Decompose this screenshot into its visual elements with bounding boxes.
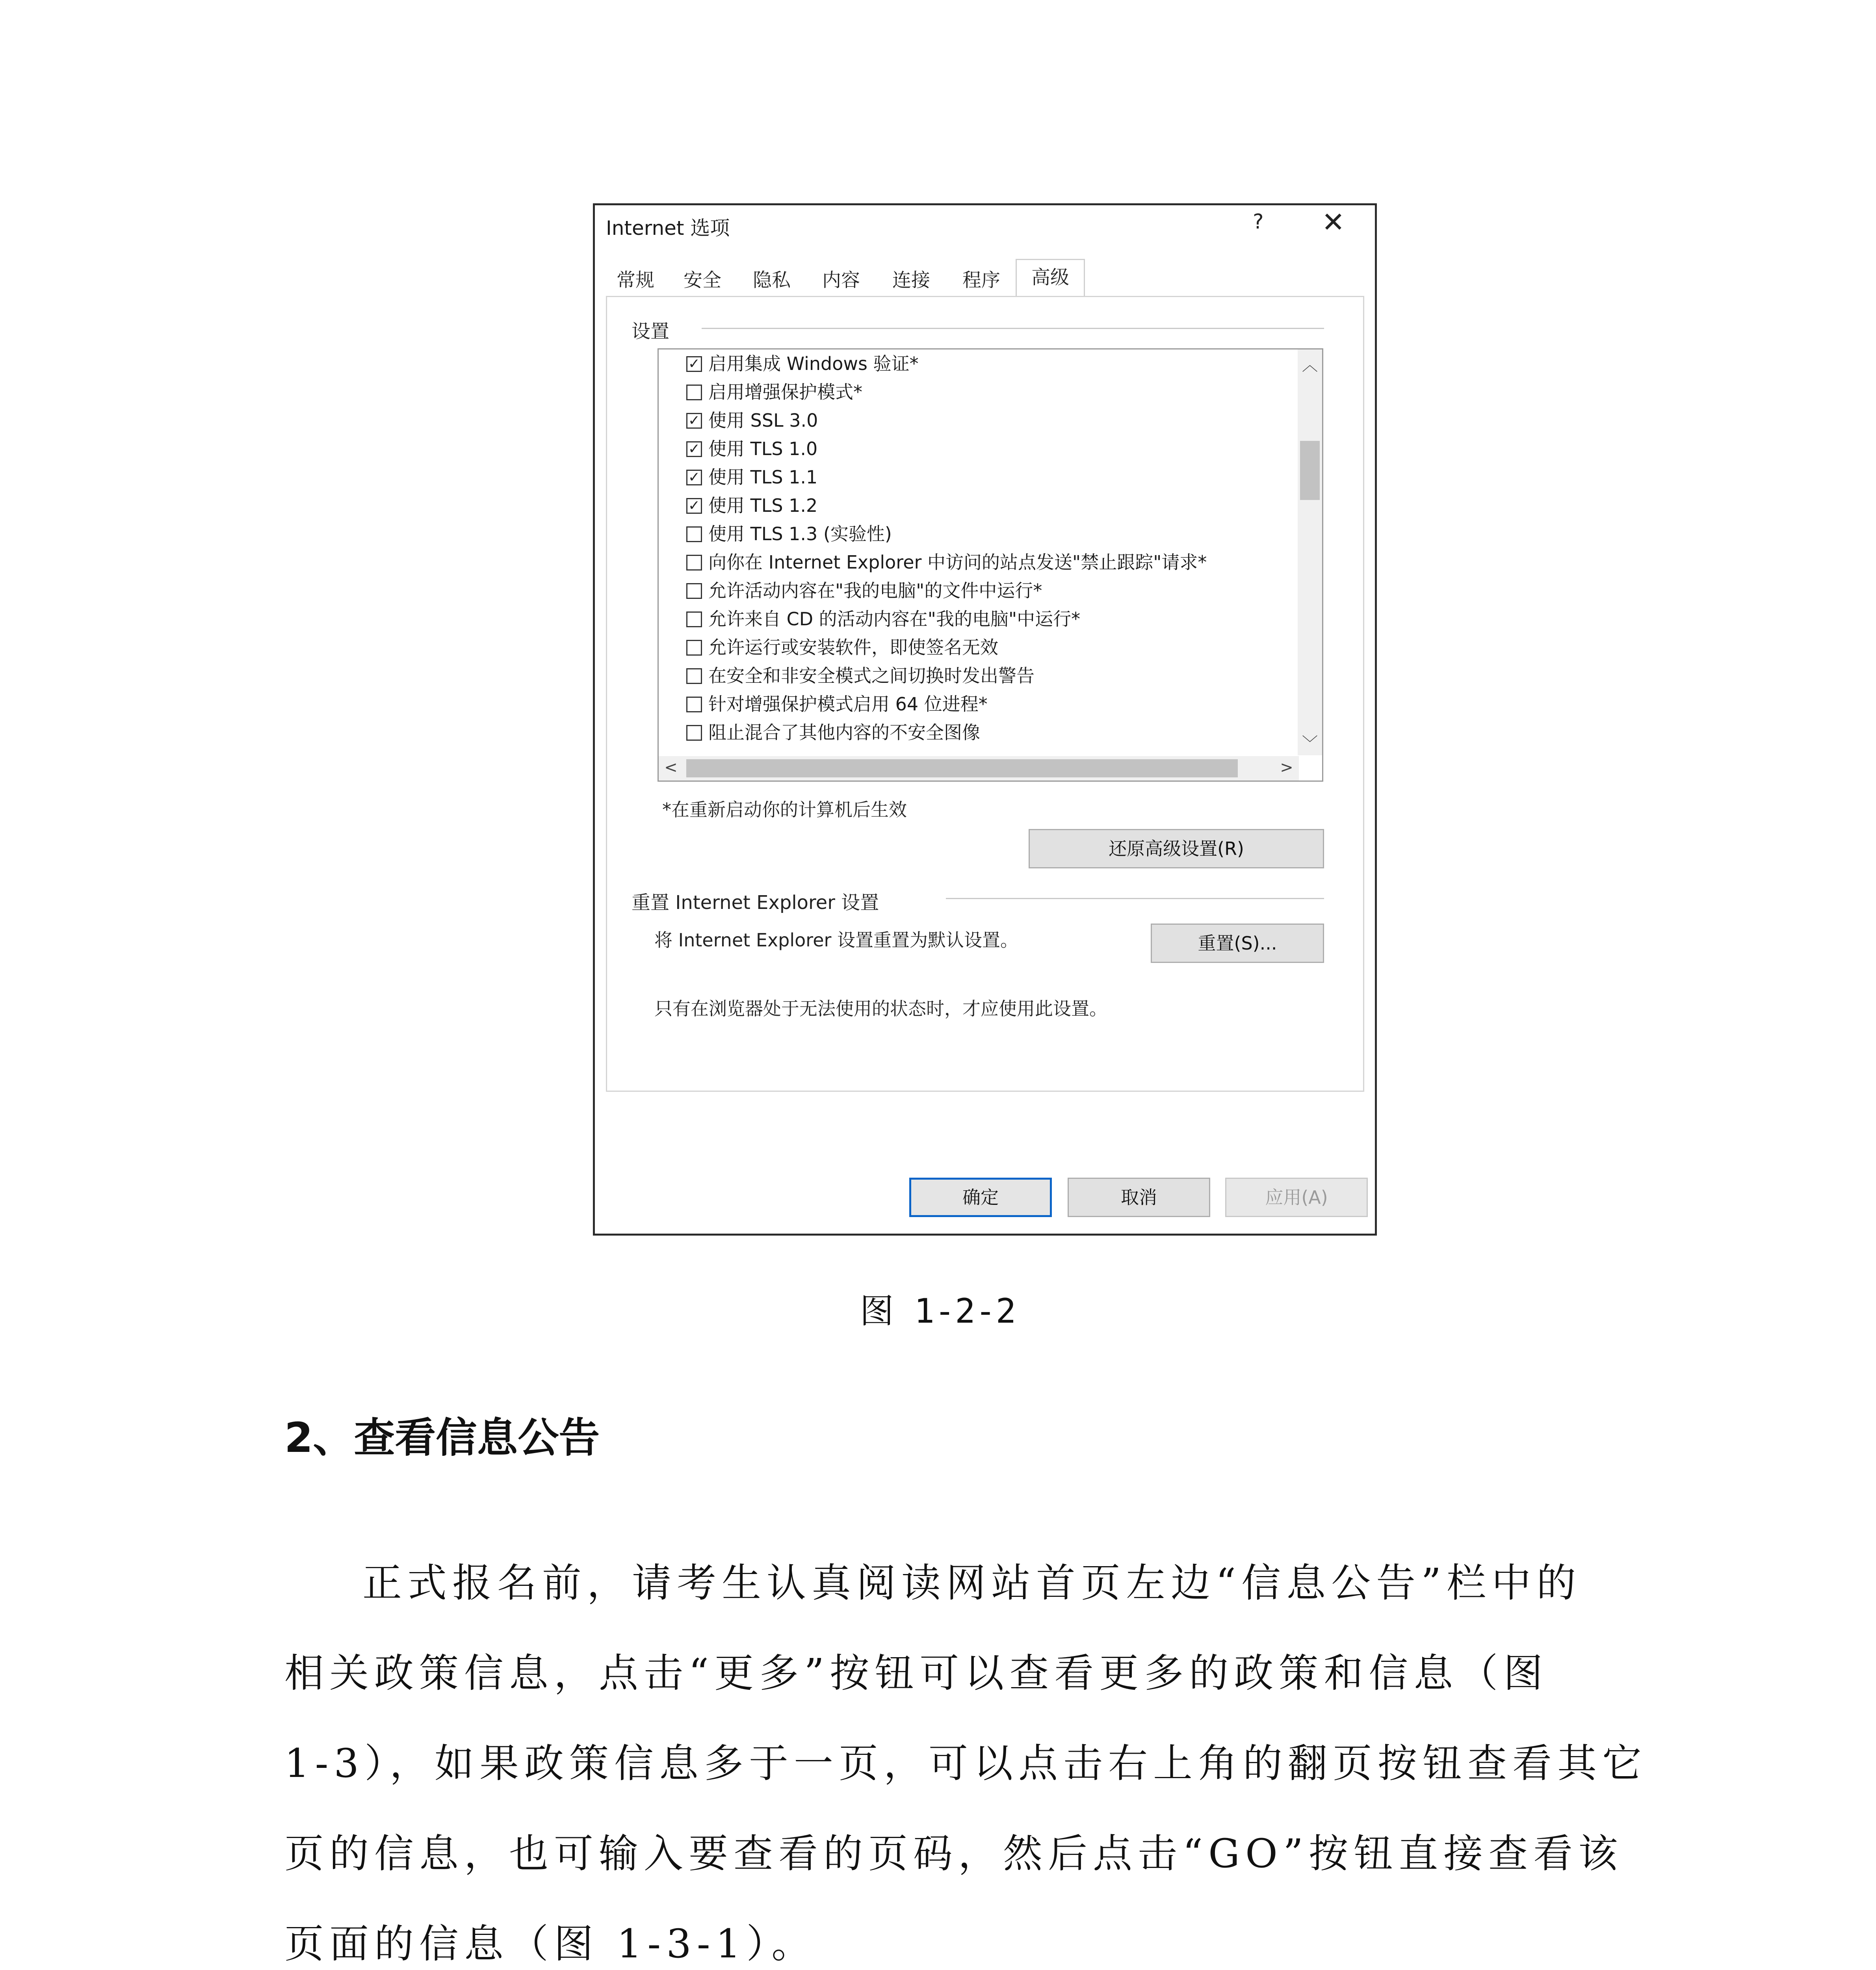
vertical-scrollbar[interactable]: [1298, 349, 1322, 755]
checkbox[interactable]: [686, 526, 702, 542]
setting-item[interactable]: 阻止混合了其他内容的不安全图像: [686, 718, 980, 747]
scroll-thumb[interactable]: [686, 759, 1238, 777]
tab-privacy[interactable]: 隐私: [752, 269, 791, 291]
group-divider: [702, 328, 1324, 329]
advanced-panel: [606, 296, 1364, 1092]
paragraph-line: 页面的信息（图 1-3-1）。: [284, 1921, 817, 1967]
setting-item[interactable]: 允许运行或安装软件，即使签名无效: [686, 633, 998, 662]
setting-item[interactable]: 允许来自 CD 的活动内容在"我的电脑"中运行*: [686, 605, 1080, 633]
checkbox[interactable]: ✓: [686, 413, 702, 429]
checkbox[interactable]: ✓: [686, 356, 702, 372]
checkbox[interactable]: [686, 385, 702, 400]
setting-item[interactable]: ✓ 使用 TLS 1.2: [686, 491, 817, 520]
setting-item[interactable]: ✓ 使用 TLS 1.1: [686, 463, 817, 491]
checkbox[interactable]: ✓: [686, 441, 702, 457]
section-heading: 2、查看信息公告: [284, 1414, 600, 1462]
setting-item[interactable]: 启用增强保护模式*: [686, 378, 862, 406]
ok-button[interactable]: 确定: [909, 1178, 1052, 1217]
setting-item[interactable]: ✓ 启用集成 Windows 验证*: [686, 349, 919, 378]
title-bar: [595, 205, 1375, 245]
setting-item[interactable]: 使用 TLS 1.3 (实验性): [686, 520, 892, 548]
setting-item[interactable]: 在安全和非安全模式之间切换时发出警告: [686, 662, 1035, 690]
restore-advanced-settings-button[interactable]: 还原高级设置(R): [1029, 829, 1324, 868]
tab-connections[interactable]: 连接: [892, 269, 930, 291]
horizontal-scrollbar[interactable]: [659, 756, 1299, 781]
internet-options-dialog: [593, 203, 1377, 1236]
cancel-button[interactable]: 取消: [1068, 1178, 1210, 1217]
group-divider: [946, 898, 1324, 899]
tab-general[interactable]: 常规: [616, 269, 654, 291]
checkbox[interactable]: [686, 555, 702, 571]
checkbox[interactable]: [686, 697, 702, 712]
checkbox[interactable]: [686, 583, 702, 599]
setting-item[interactable]: 针对增强保护模式启用 64 位进程*: [686, 690, 988, 718]
checkbox[interactable]: [686, 668, 702, 684]
restart-note: *在重新启动你的计算机后生效: [662, 799, 907, 820]
scroll-thumb[interactable]: [1300, 441, 1320, 500]
checkbox[interactable]: [686, 611, 702, 627]
checkbox[interactable]: [686, 725, 702, 741]
scroll-left-icon[interactable]: <: [664, 758, 678, 777]
paragraph-line: 相关政策信息，点击“更多”按钮可以查看更多的政策和信息（图: [284, 1650, 1549, 1696]
reset-note: 只有在浏览器处于无法使用的状态时，才应使用此设置。: [654, 998, 1107, 1019]
checkbox[interactable]: ✓: [686, 470, 702, 485]
tab-programs[interactable]: 程序: [962, 269, 1000, 291]
figure-caption: 图 1-2-2: [860, 1292, 1016, 1331]
dialog-title: Internet 选项: [606, 217, 730, 240]
setting-item[interactable]: ✓ 使用 TLS 1.0: [686, 435, 817, 463]
tab-content[interactable]: 内容: [822, 269, 860, 291]
scroll-up-icon[interactable]: ︿: [1302, 356, 1318, 374]
tab-advanced[interactable]: 高级: [1016, 259, 1085, 297]
reset-button[interactable]: 重置(S)...: [1151, 924, 1324, 963]
settings-list[interactable]: [658, 348, 1323, 782]
help-icon[interactable]: ?: [1253, 210, 1264, 234]
settings-group-label: 设置: [632, 320, 670, 342]
paragraph-line: 1-3），如果政策信息多于一页，可以点击右上角的翻页按钮查看其它: [284, 1740, 1648, 1786]
reset-description: 将 Internet Explorer 设置重置为默认设置。: [654, 929, 1019, 951]
apply-button[interactable]: 应用(A): [1225, 1178, 1368, 1217]
paragraph-line: 正式报名前，请考生认真阅读网站首页左边“信息公告”栏中的: [362, 1560, 1582, 1606]
checkbox[interactable]: [686, 640, 702, 656]
scroll-down-icon[interactable]: ﹀: [1302, 734, 1318, 753]
setting-item[interactable]: ✓ 使用 SSL 3.0: [686, 406, 818, 435]
reset-group-label: 重置 Internet Explorer 设置: [632, 892, 879, 914]
setting-item[interactable]: 向你在 Internet Explorer 中访问的站点发送"禁止跟踪"请求*: [686, 548, 1207, 576]
paragraph-line: 页的信息，也可输入要查看的页码，然后点击“GO”按钮直接查看该: [284, 1831, 1623, 1877]
tab-security[interactable]: 安全: [683, 269, 721, 291]
checkbox[interactable]: ✓: [686, 498, 702, 514]
setting-item[interactable]: 允许活动内容在"我的电脑"的文件中运行*: [686, 576, 1042, 605]
close-icon[interactable]: ✕: [1322, 206, 1345, 238]
scroll-right-icon[interactable]: >: [1280, 758, 1293, 777]
